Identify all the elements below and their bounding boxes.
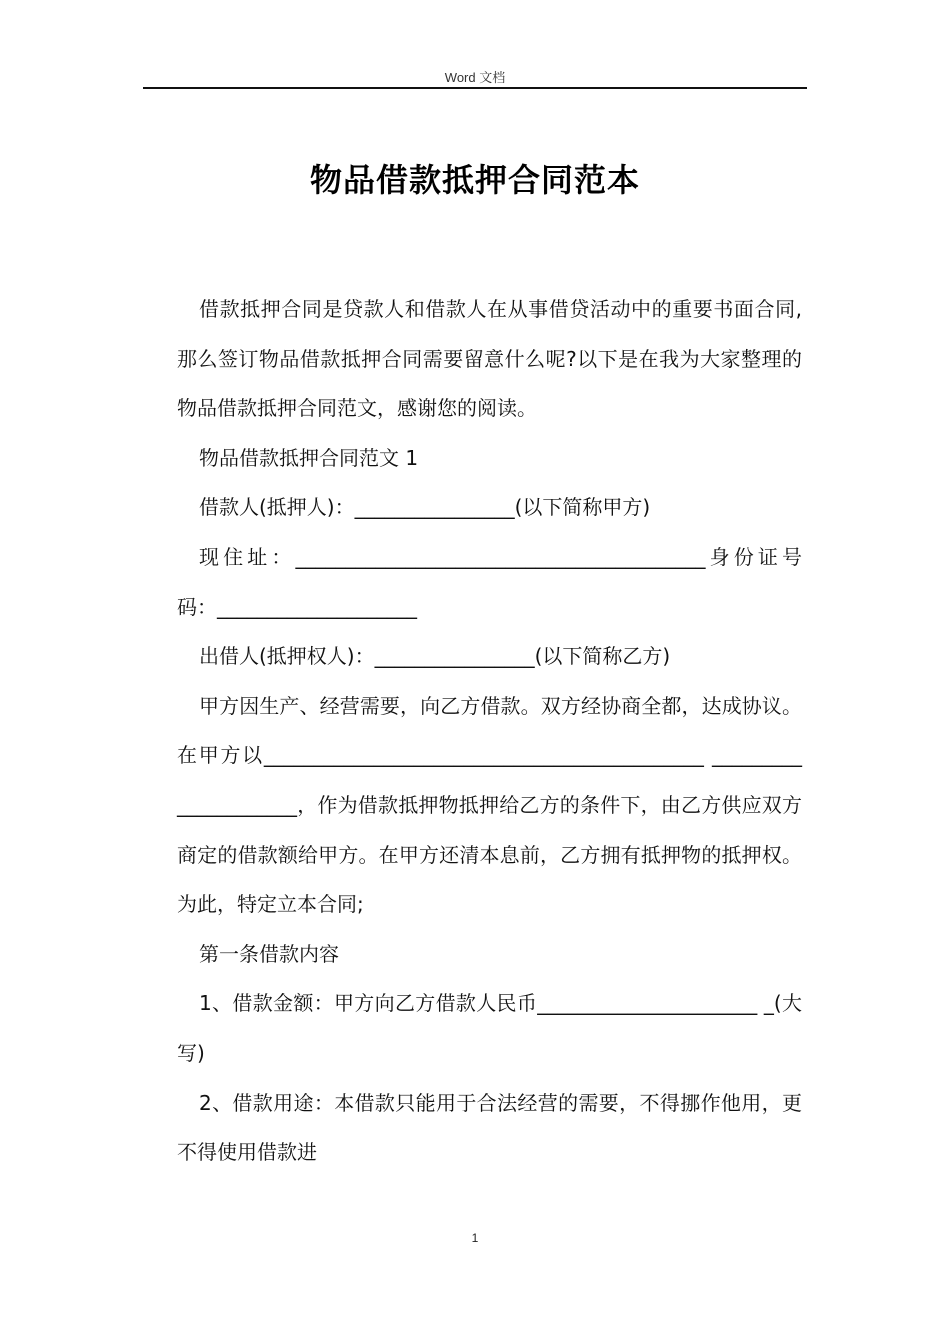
loan-purpose-clause: 2、借款用途：本借款只能用于合法经营的需要，不得挪作他用，更不得使用借款进 [177, 1090, 802, 1165]
borrower-line: 借款人(抵押人)：________________(以下简称甲方) [199, 495, 651, 520]
loan-amount-clause: 1、借款金额：甲方向乙方借款人民币______________________ _(大写) [177, 991, 802, 1065]
sample-heading: 物品借款抵押合同范文 1 [199, 445, 419, 470]
article-one-heading: 第一条借款内容 [199, 941, 339, 966]
header-divider [143, 87, 807, 89]
document-body [177, 285, 802, 1178]
intro-paragraph: 借款抵押合同是贷款人和借款人在从事借贷活动中的重要书面合同,那么签订物品借款抵押合同需要留意什么呢?以下是在我为大家整理的物品借款抵押合同范文，感谢您的阅读。 [177, 297, 802, 421]
document-title: 物品借款抵押合同范本 [309, 161, 640, 199]
address-id-line: 现住址：_________________________________________身份证号码：____________________ [177, 544, 802, 619]
page-number: 1 [471, 1231, 479, 1245]
lender-line: 出借人(抵押权人)：________________(以下简称乙方) [199, 644, 671, 669]
agreement-paragraph: 甲方因生产、经营需要，向乙方借款。双方经协商全都，达成协议。在甲方以____________________________________________ _____________________，作为借款抵押物抵押给乙方的条件下，由乙方供应双方商定的借款额给甲方。在甲方还清本息前，乙方拥有抵押物的抵押权。为此，特定立本合同; [177, 693, 802, 917]
page-header: Word 文档 [444, 70, 506, 85]
